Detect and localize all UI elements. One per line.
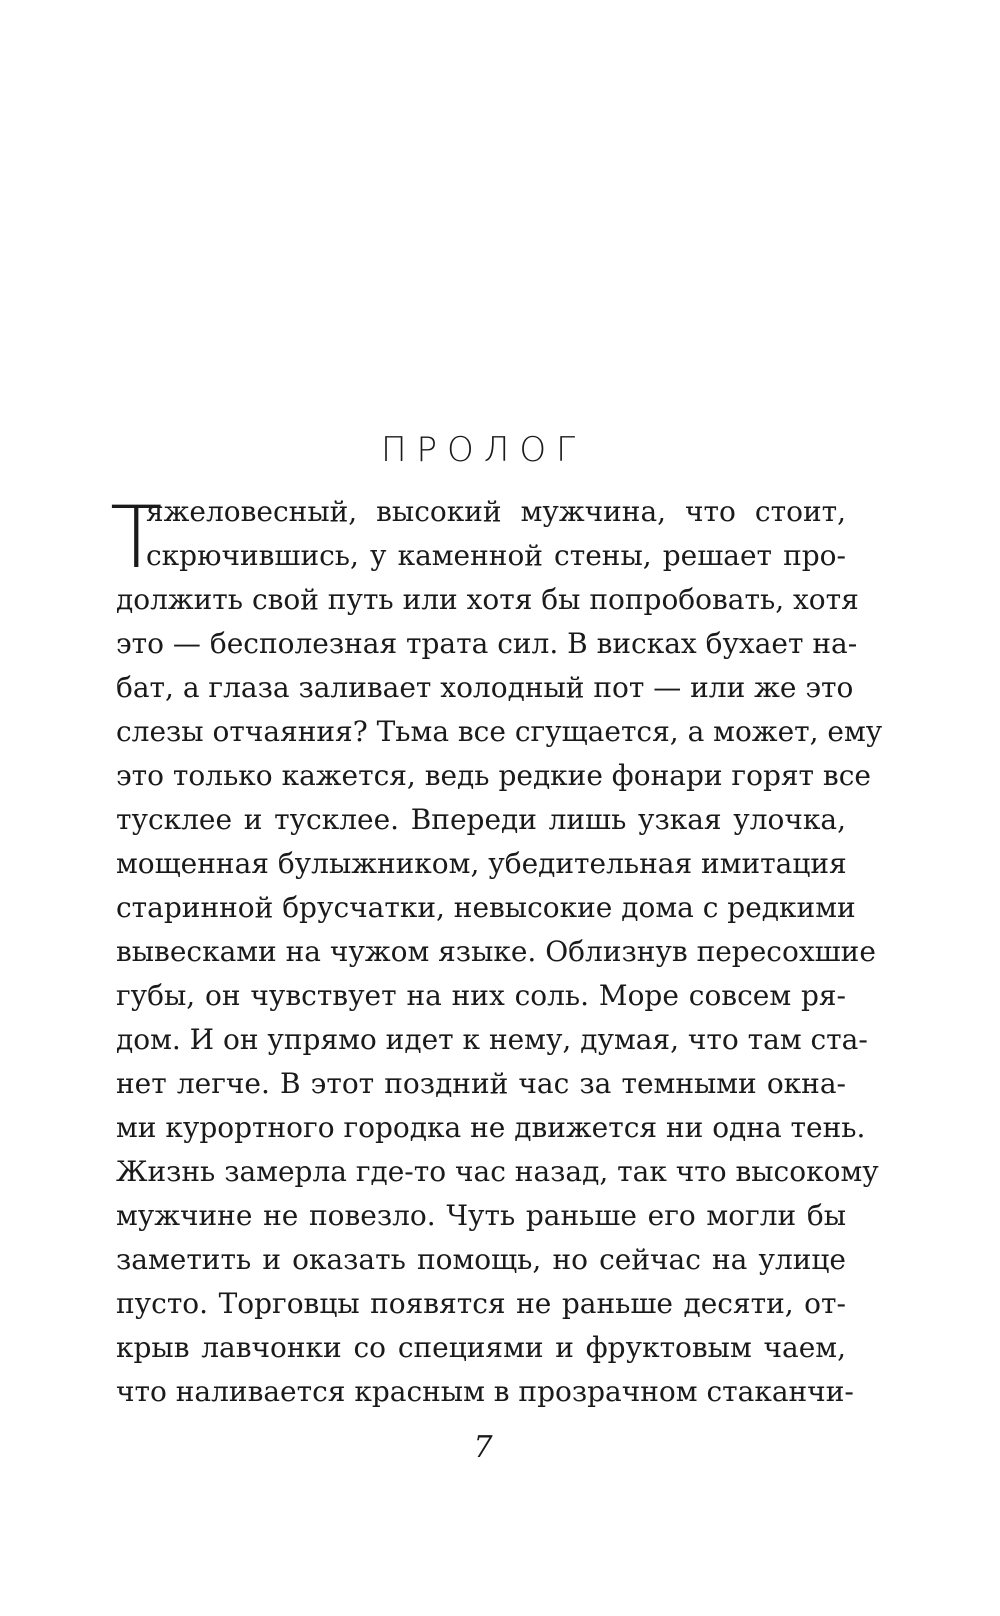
text-line: мощенная булыжником, убедительная имитация — [116, 847, 847, 880]
text-line: нет легче. В этот поздний час за темными окна- — [116, 1067, 846, 1100]
text-line: яжеловесный, высокий мужчина, что стоит, — [146, 495, 846, 528]
body-text — [116, 490, 883, 1414]
text-line: старинной брусчатки, невысокие дома с редкими — [116, 891, 856, 924]
page-number: 7 — [473, 1430, 493, 1465]
text-line: скрючившись, у каменной стены, решает про- — [146, 539, 846, 572]
text-line: это — бесполезная трата сил. В висках бухает на- — [116, 627, 858, 660]
text-line: мужчине не повезло. Чуть раньше его могли бы — [116, 1199, 846, 1232]
drop-cap: Т — [110, 488, 163, 588]
text-line: вывесками на чужом языке. Облизнув пересохшие — [116, 935, 876, 968]
text-line: крыв лавчонки со специями и фруктовым чаем, — [116, 1331, 846, 1364]
text-line: тусклее и тусклее. Впереди лишь узкая улочка, — [116, 803, 846, 836]
text-line: губы, он чувствует на них соль. Море совсем ря- — [116, 979, 846, 1012]
text-line: пусто. Торговцы появятся не раньше десяти, от- — [116, 1287, 846, 1320]
text-line: что наливается красным в прозрачном стаканчи- — [116, 1375, 854, 1408]
text-line: это только кажется, ведь редкие фонари горят все — [116, 759, 871, 792]
text-line: заметить и оказать помощь, но сейчас на улице — [116, 1243, 846, 1276]
text-line: Жизнь замерла где-то час назад, так что высокому — [116, 1155, 879, 1188]
text-line: бат, а глаза заливает холодный пот — или же это — [116, 671, 854, 704]
text-line: дом. И он упрямо идет к нему, думая, что там ста- — [116, 1023, 868, 1056]
chapter-title: ПРОЛОГ — [380, 430, 586, 470]
text-line: должить свой путь или хотя бы попробовать, хотя — [116, 583, 859, 616]
text-line: ми курортного городка не движется ни одна тень. — [116, 1111, 866, 1144]
text-line: слезы отчаяния? Тьма все сгущается, а может, ему — [116, 715, 883, 748]
